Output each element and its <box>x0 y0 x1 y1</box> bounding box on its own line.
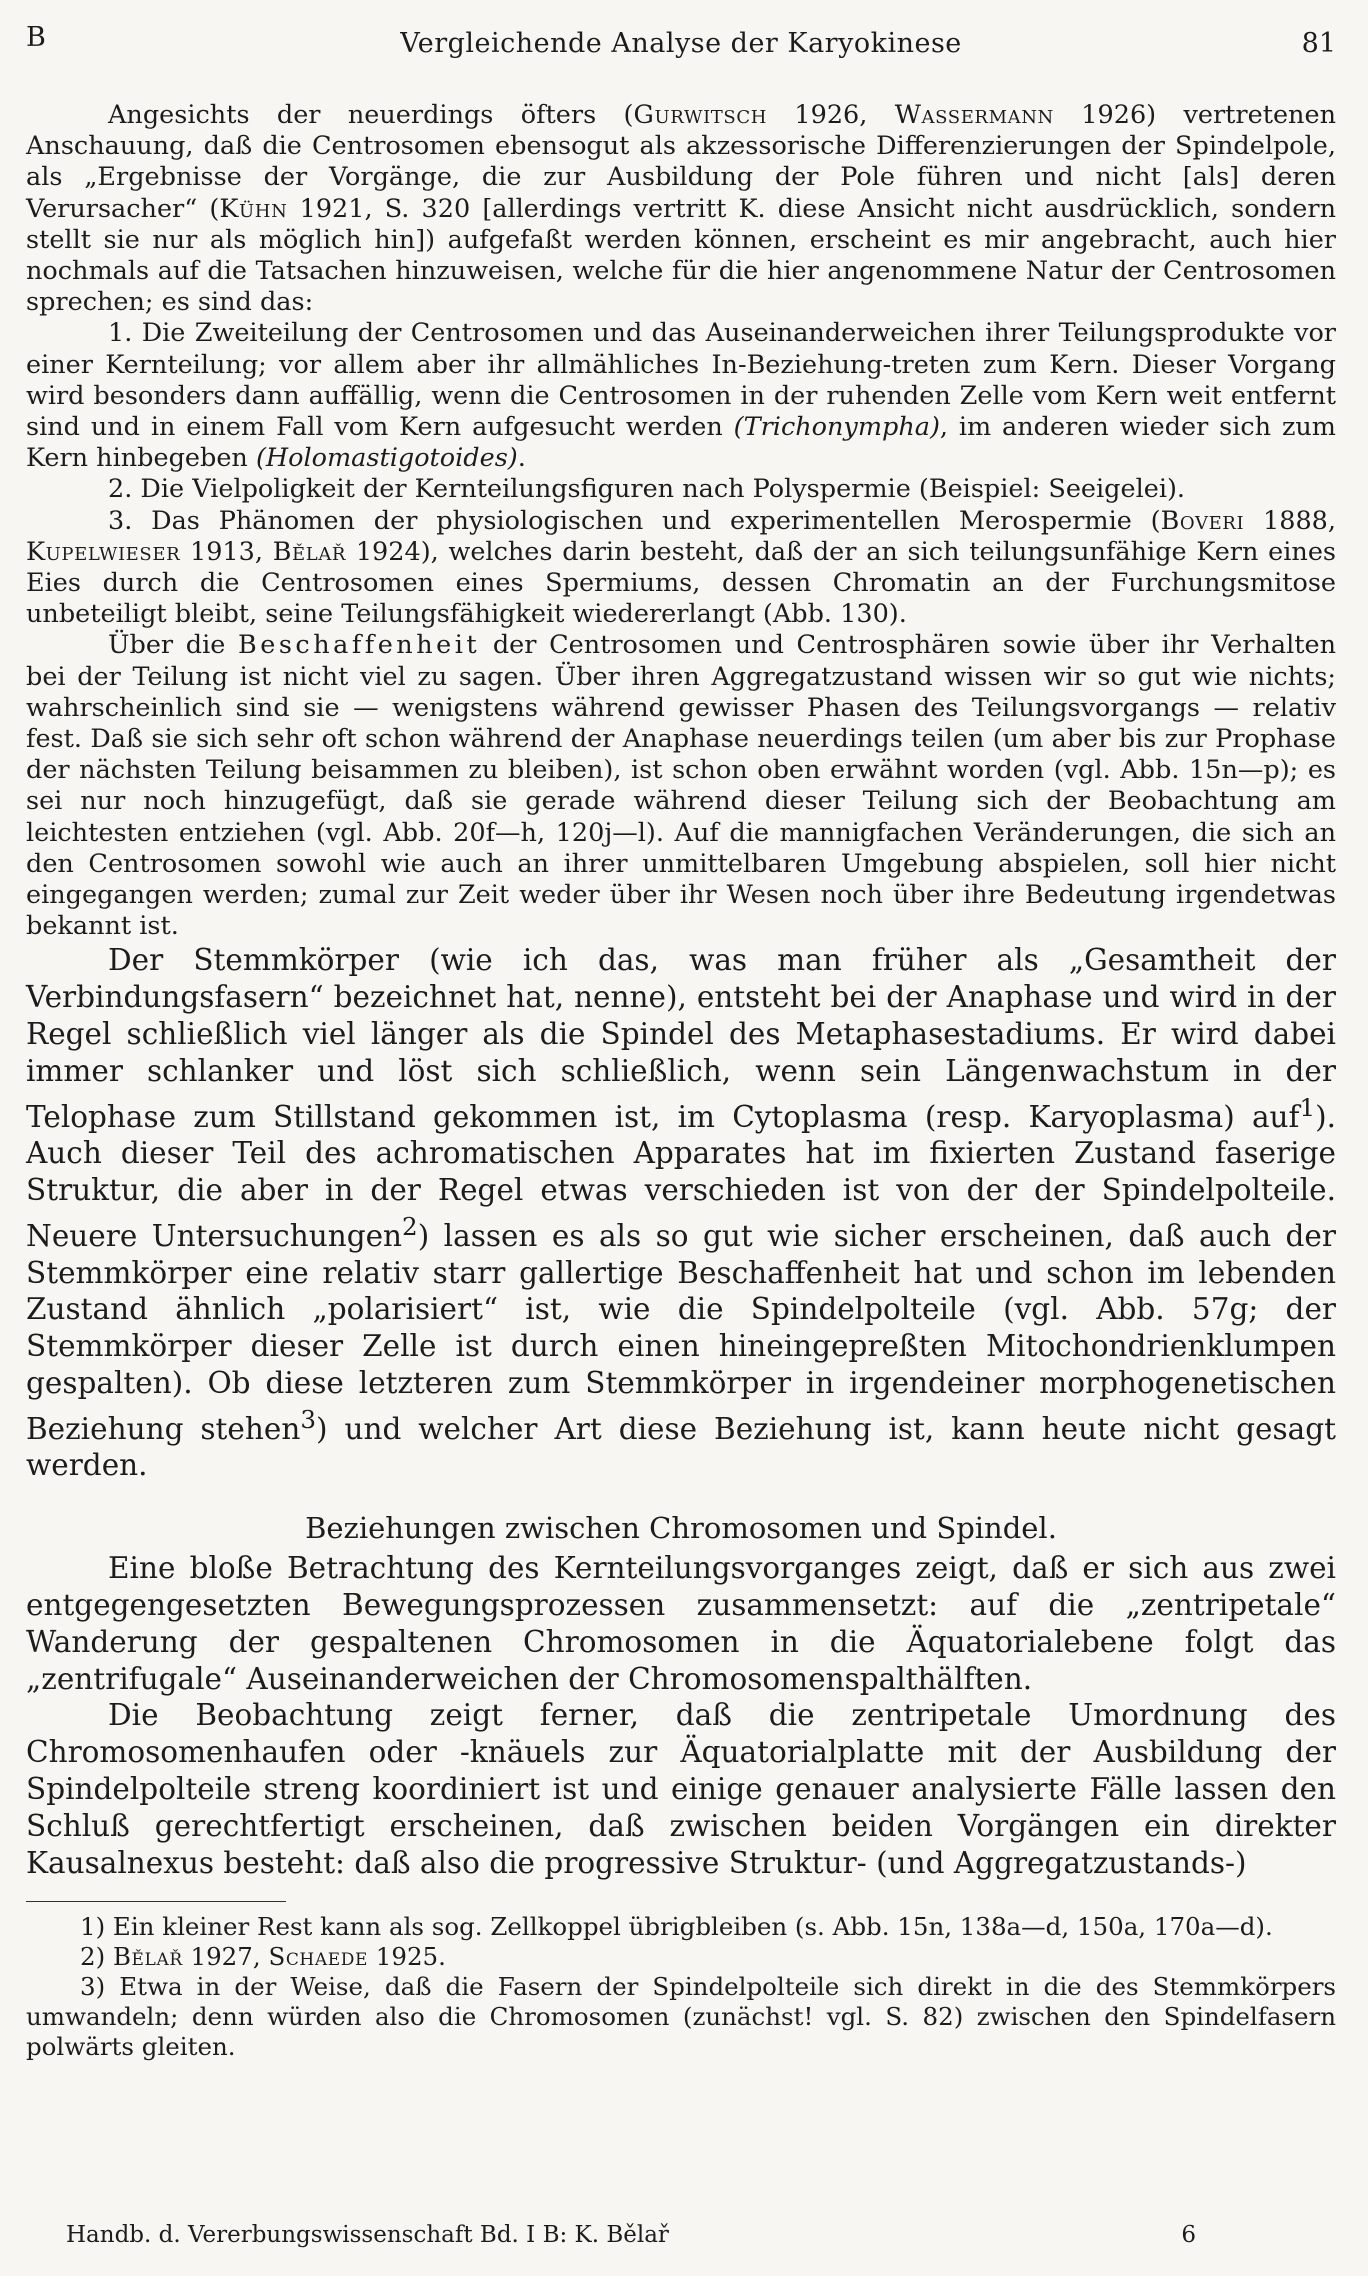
footnote-2: 2) Bělař 1927, Schaede 1925. <box>80 1942 446 1972</box>
list-item-3: 3. Das Phänomen der physiologischen und experimentellen Merospermie (Boveri 1888, Kupelwieser 1913, Bělař 1924), welches darin besteht, daß der an sich teilungsunfähige Kern eines Eies durch die Centrosomen eines Spermiums, dessen Chromatin an der Furchungsmitose unbeteiligt bleibt, seine Teilungsfähigkeit wiedererlangt (Abb. 130). <box>26 505 1337 630</box>
signature-line: Handb. d. Vererbungswissenschaft Bd. I B: K. Bělař <box>66 2222 669 2248</box>
footnote-ref-1[interactable]: 1 <box>1299 1092 1316 1122</box>
list-item-1: 1. Die Zweiteilung der Centrosomen und das Auseinanderweichen ihrer Teilungsprodukte vor einer Kernteilung; vor allem aber ihr allmähliches In-Beziehung-treten zum Kern. Dieser Vorgang wird besonders dann auffällig, wenn die Centrosomen in der ruhenden Zelle vom Kern weit entfernt sind und in einem Fall vom Kern aufgesucht werden (Trichonympha), im anderen wieder sich zum Kern hinbegeben (Holomastigotoides). <box>26 318 1336 474</box>
footnote-3: 3) Etwa in der Weise, daß die Fasern der Spindelpolteile sich direkt in die des Stemmkörpers umwandeln; denn würden also die Chromosomen (zunächst! vgl. S. 82) zwischen den Spindelfasern polwärts gleiten. <box>26 1972 1336 2062</box>
section-letter: B <box>26 22 46 53</box>
footnotes <box>26 1912 1336 2062</box>
running-title: Vergleichende Analyse der Karyokinese <box>400 28 962 59</box>
list-item-2: 2. Die Vielpoligkeit der Kernteilungsfiguren nach Polyspermie (Beispiel: Seeigelei). <box>108 474 1186 505</box>
small-print-section <box>26 100 1336 942</box>
book-page <box>26 0 1336 2276</box>
footnote-ref-2[interactable]: 2 <box>402 1211 418 1241</box>
footnote-divider <box>26 1901 286 1902</box>
paragraph-beschaffenheit: Über die Beschaffenheit der Centrosomen und Centrosphären sowie über ihr Verhalten bei der Teilung ist nicht viel zu sagen. Über ihren Aggregatzustand wissen wir so gut wie nichts; wahrscheinlich sind sie — wenigstens während gewisser Phasen des Teilungsvorgangs — relativ fest. Daß sie sich sehr oft schon während der Anaphase neuerdings teilen (um aber bis zur Prophase der nächsten Teilung beisammen zu bleiben), ist schon oben erwähnt worden (vgl. Abb. 15n—p); es sei nur noch hinzugefügt, daß sie gerade während dieser Teilung sich der Beobachtung am leichtesten entziehen (vgl. Abb. 20f—h, 120j—l). Auf die mannigfachen Veränderungen, die sich an den Centrosomen sowohl wie auch an ihrer unmittelbaren Umgebung abspielen, soll hier nicht eingegangen werden; zumal zur Zeit weder über ihr Wesen noch über ihre Bedeutung irgendetwas bekannt ist. <box>26 630 1336 942</box>
paragraph-centrosome-intro: Angesichts der neuerdings öfters (Gurwitsch 1926, Wassermann 1926) vertretenen Anschauung, daß die Centrosomen ebensogut als akzessorische Differenzierungen der Spindelpole, als „Ergebnisse der Vorgänge, die zur Ausbildung der Pole führen und nicht [als] deren Verursacher“ (Kühn 1921, S. 320 [allerdings vertritt K. diese Ansicht nicht ausdrücklich, sondern stellt sie nur als möglich hin]) aufgefaßt werden können, erscheint es mir angebracht, auch hier nochmals auf die Tatsachen hinzuweisen, welche für die hier angenommene Natur der Centrosomen sprechen; es sind das: <box>26 100 1336 318</box>
page-number: 81 <box>1301 28 1336 59</box>
paragraph-stemmkoerper: Der Stemmkörper (wie ich das, was man früher als „Gesamtheit der Verbindungsfasern“ bezeichnet hat, nenne), entsteht bei der Anaphase und wird in der Regel schließlich viel länger als die Spindel des Metaphasestadiums. Er wird dabei immer schlanker und löst sich schließlich, wenn sein Längenwachstum in der Telophase zum Stillstand gekommen ist, im Cytoplasma (resp. Karyoplasma) auf$^1$). Auch dieser Teil des achromatischen Apparates hat im fixierten Zustand faserige Struktur, die aber in der Regel etwas verschieden ist von der der Spindelpolteile. Neuere Untersuchungen$^2$) lassen es als so gut wie sicher erscheinen, daß auch der Stemmkörper eine relativ starr gallertige Beschaffenheit hat und schon im lebenden Zustand ähnlich „polarisiert“ ist, wie die Spindelpolteile (vgl. Abb. 57g; der Stemmkörper dieser Zelle ist durch einen hineingepreßten Mitochondrienklumpen gespalten). Ob diese letzteren zum Stemmkörper in irgendeiner morphogenetischen Beziehung stehen$^3$) und welcher Art diese Beziehung ist, kann heute nicht gesagt werden. <box>26 943 1336 1483</box>
paragraph-bewegungsprozesse: Eine bloße Betrachtung des Kernteilungsvorganges zeigt, daß er sich aus zwei entgegengesetzten Bewegungsprozessen zusammensetzt: auf die „zentripetale“ Wanderung der gespaltenen Chromosomen in die Äquatorialebene folgt das „zentrifugale“ Auseinanderweichen der Chromosomenspalthälften. <box>26 1551 1336 1696</box>
running-header <box>26 22 1336 66</box>
section-heading: Beziehungen zwischen Chromosomen und Spindel. <box>305 1511 1057 1546</box>
page-body <box>26 100 1336 2062</box>
sheet-number: 6 <box>1181 2222 1196 2248</box>
footnote-ref-3[interactable]: 3 <box>300 1404 316 1434</box>
main-text-section <box>26 942 1336 1881</box>
footnote-1: 1) Ein kleiner Rest kann als sog. Zellkoppel übrigbleiben (s. Abb. 15n, 138a—d, 150a, 170a—d). <box>80 1912 1273 1942</box>
paragraph-beobachtung: Die Beobachtung zeigt ferner, daß die zentripetale Umordnung des Chromosomenhaufen oder -knäuels zur Äquatorialplatte mit der Ausbildung der Spindelpolteile streng koordiniert ist und einige genauer analysierte Fälle lassen den Schluß gerechtfertigt erscheinen, daß zwischen beiden Vorgängen ein direkter Kausalnexus besteht: daß also die progressive Struktur- (und Aggregatzustands-) <box>26 1698 1336 1880</box>
